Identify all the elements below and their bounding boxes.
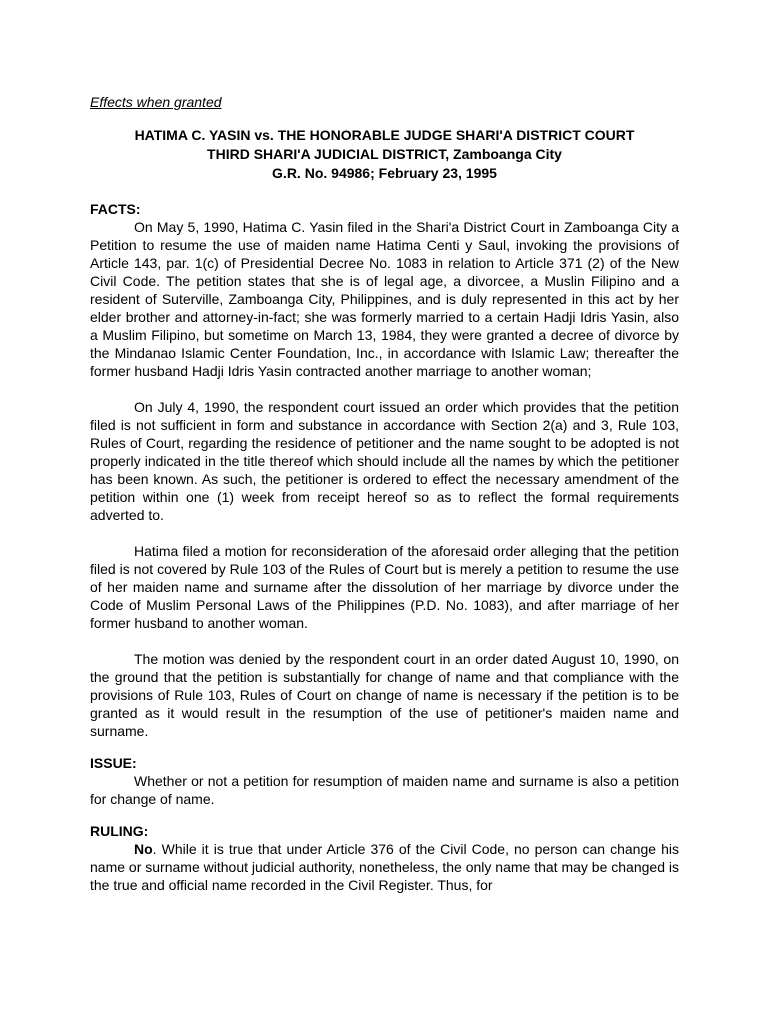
issue-text: Whether or not a petition for resumption of maiden name and surname is also a petition for change of name. [90,773,679,807]
subheading: Effects when granted [90,94,222,110]
case-title [90,126,679,183]
facts-label: FACTS: [90,201,141,217]
ruling-lead: No [134,841,153,857]
facts-paragraph-2: On July 4, 1990, the respondent court issued an order which provides that the petition filed is not sufficient in form and substance in accordance with Section 2(a) and 3, Rule 103, Rules of Court, regarding the residence of petitioner and the name sought to be adopted is not properly indicated in the title thereof which should include all the names by which the petitioner has been known. As such, the petitioner is ordered to effect the necessary amendment of the petition within one (1) week from receipt hereof so as to reflect the formal requirements adverted to. [90,399,679,523]
case-title-line-2: THIRD SHARI'A JUDICIAL DISTRICT, Zamboanga City [207,146,562,162]
case-title-line-1: HATIMA C. YASIN vs. THE HONORABLE JUDGE SHARI'A DISTRICT COURT [134,127,635,143]
facts-paragraph-4: The motion was denied by the respondent court in an order dated August 10, 1990, on the ground that the petition is substantially for change of name and that compliance with the provisions of Rule 103, Rules of Court on change of name is necessary if the petition is to be granted as it would result in the resumption of the use of petitioner's maiden name and surname. [90,651,679,739]
issue-label: ISSUE: [90,755,137,771]
ruling-label: RULING: [90,823,149,839]
paragraph-gap [90,524,679,542]
paragraph-gap [90,632,679,650]
paragraph-gap [90,380,679,398]
section-gap [90,808,679,822]
case-title-line-3: G.R. No. 94986; February 23, 1995 [272,165,497,181]
section-gap [90,740,679,754]
facts-paragraph-3: Hatima filed a motion for reconsideration of the aforesaid order alleging that the petition filed is not covered by Rule 103 of the Rules of Court but is merely a petition to resume the use of her maiden name and surname after the dissolution of her marriage by divorce under the Code of Muslim Personal Laws of the Philippines (P.D. No. 1083), and after marriage of her former husband to another woman. [90,543,679,631]
ruling-body: . While it is true that under Article 376 of the Civil Code, no person can change his name or surname without judicial authority, nonetheless, the only name that may be changed is the true and official name recorded in the Civil Register. Thus, for [90,841,679,893]
facts-paragraph-1: On May 5, 1990, Hatima C. Yasin filed in the Shari'a District Court in Zamboanga City a Petition to resume the use of maiden name Hatima Centi y Saul, invoking the provisions of Article 143, par. 1(c) of Presidential Decree No. 1083 in relation to Article 371 (2) of the New Civil Code. The petition states that she is of legal age, a divorcee, a Muslin Filipino and a resident of Suterville, Zamboanga City, Philippines, and is duly represented in this act by her elder brother and attorney-in-fact; she was formerly married to a certain Hadji Idris Yasin, also a Muslim Filipino, but sometime on March 13, 1984, they were granted a decree of divorce by the Mindanao Islamic Center Foundation, Inc., in accordance with Islamic Law; thereafter the former husband Hadji Idris Yasin contracted another marriage to another woman; [90,219,679,379]
ruling-text [90,840,679,894]
